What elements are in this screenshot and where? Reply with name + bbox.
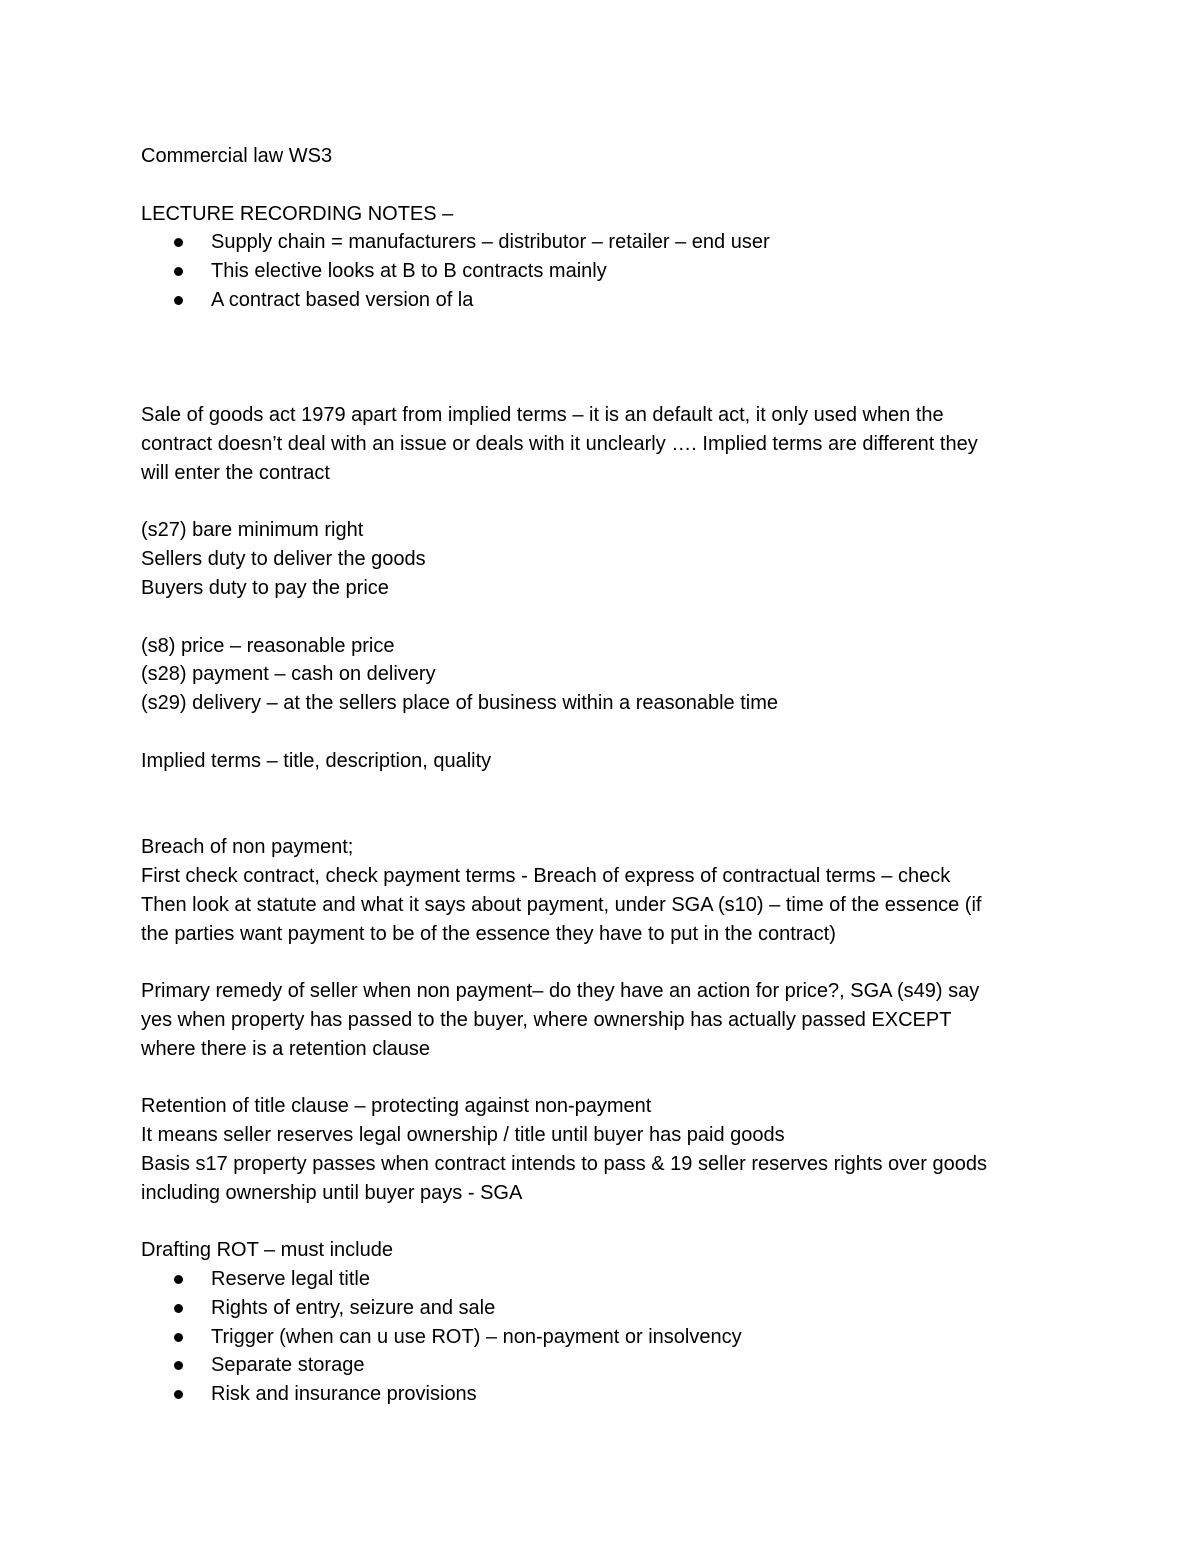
bullet-icon (174, 296, 183, 305)
spacer (141, 603, 1071, 632)
bullet-icon (174, 1390, 183, 1399)
list-item (211, 1294, 1071, 1323)
spacer (141, 372, 1071, 401)
rot-paragraph-line: It means seller reserves legal ownership / title until buyer has paid goods (141, 1124, 785, 1147)
breach-paragraph-line: Then look at statute and what it says about payment, under SGA (s10) – time of the essence (if (141, 893, 982, 916)
list-item (211, 1323, 1071, 1352)
list-item-text: Supply chain = manufacturers – distributor – retailer – end user (211, 231, 770, 254)
sga-paragraph-line: contract doesn’t deal with an issue or deals with it unclearly …. Implied terms are different they (141, 432, 978, 455)
spacer (141, 315, 1071, 344)
rot-paragraph-line: Basis s17 property passes when contract intends to pass & 19 seller reserves rights over goods (141, 1152, 987, 1175)
lecture-heading: LECTURE RECORDING NOTES – (141, 202, 454, 225)
spacer (141, 1207, 1071, 1236)
spacer (141, 171, 1071, 200)
drafting-bullet-list (141, 1265, 1071, 1409)
breach-paragraph-line: First check contract, check payment terms - Breach of express of contractual terms – check (141, 864, 951, 887)
remedy-paragraph-line: Primary remedy of seller when non payment– do they have an action for price?, SGA (s49) say (141, 980, 980, 1003)
sga-paragraph-line: will enter the contract (141, 461, 330, 484)
list-item-text: Separate storage (211, 1354, 365, 1377)
spacer (141, 718, 1071, 747)
bullet-icon (174, 1275, 183, 1284)
rot-paragraph-line: including ownership until buyer pays - SGA (141, 1181, 523, 1204)
document-title: Commercial law WS3 (141, 145, 333, 167)
implied-terms-line: Implied terms – title, description, quality (141, 749, 492, 772)
drafting-heading: Drafting ROT – must include (141, 1239, 393, 1262)
list-item (211, 1265, 1071, 1294)
spacer (141, 776, 1071, 805)
lecture-bullet-list (141, 228, 1071, 314)
breach-paragraph-line: the parties want payment to be of the essence they have to put in the contract) (141, 922, 836, 945)
bullet-icon (174, 1361, 183, 1370)
sga-paragraph-line: Sale of goods act 1979 apart from implied terms – it is an default act, it only used when the (141, 404, 944, 427)
list-item (211, 1380, 1071, 1409)
list-item-text: This elective looks at B to B contracts mainly (211, 260, 607, 283)
bullet-icon (174, 238, 183, 247)
default-rule-line: (s28) payment – cash on delivery (141, 663, 436, 686)
spacer (141, 804, 1071, 833)
bullet-icon (174, 1304, 183, 1313)
duty-line: (s27) bare minimum right (141, 519, 364, 542)
default-rule-line: (s29) delivery – at the sellers place of business within a reasonable time (141, 692, 778, 715)
bullet-icon (174, 1333, 183, 1342)
spacer (141, 488, 1071, 517)
bullet-icon (174, 267, 183, 276)
list-item-text: Reserve legal title (211, 1268, 370, 1291)
rot-paragraph-line: Retention of title clause – protecting against non-payment (141, 1095, 652, 1118)
breach-heading: Breach of non payment; (141, 836, 354, 859)
duty-line: Sellers duty to deliver the goods (141, 548, 426, 571)
list-item-text: Rights of entry, seizure and sale (211, 1296, 496, 1319)
list-item (211, 257, 1071, 286)
list-item-text: Risk and insurance provisions (211, 1383, 477, 1406)
list-item (211, 1351, 1071, 1380)
spacer (141, 948, 1071, 977)
spacer (141, 1064, 1071, 1093)
list-item (211, 286, 1071, 315)
document-body (141, 142, 1071, 1409)
list-item-text: Trigger (when can u use ROT) – non-payment or insolvency (211, 1325, 742, 1348)
duty-line: Buyers duty to pay the price (141, 576, 389, 599)
remedy-paragraph-line: yes when property has passed to the buyer, where ownership has actually passed EXCEPT (141, 1008, 952, 1031)
spacer (141, 344, 1071, 373)
list-item (211, 228, 1071, 257)
list-item-text: A contract based version of la (211, 288, 474, 311)
remedy-paragraph-line: where there is a retention clause (141, 1037, 431, 1060)
default-rule-line: (s8) price – reasonable price (141, 634, 395, 657)
